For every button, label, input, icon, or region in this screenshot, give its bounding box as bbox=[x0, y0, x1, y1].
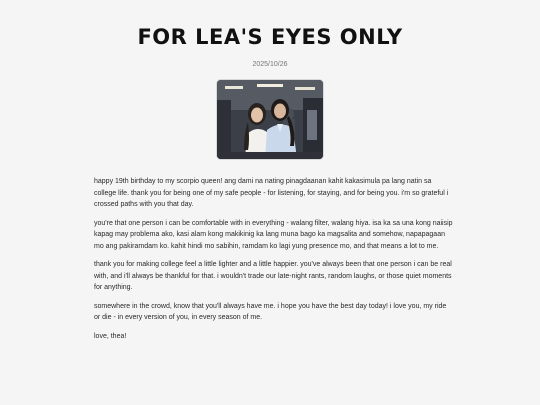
letter-paragraph: happy 19th birthday to my scorpio queen! ang dami na nating pinagdaanan kahit kakasimula pa lang natin sa college life. thank you for being one of my safe people - for listening, for staying, and for being you. i'm so grateful i crossed paths with you that day. bbox=[94, 178, 449, 208]
letter-date: 2025/10/26 bbox=[252, 61, 288, 68]
letter-paragraph: you're that one person i can be comfortable with in everything - walang filter, walang hiya. isa ka sa una kong naiisip kapag may problema ako, kasi alam kong makikinig ka lang muna bago ka magsalita and somehow, napapagaan mo ang pakiramdam ko. kahit hindi mo sabihin, ramdam ko lagi yung presence mo, and that means a lot to me. bbox=[94, 219, 453, 250]
page-title: FOR LEA'S EYES ONLY bbox=[137, 25, 403, 49]
letter-paragraph: thank you for making college feel a little lighter and a little happier. you've always been that one person i can be real with, and i'll always be thankful for that. i wouldn't trade our late-night rants, random laughs, or those quiet moments for anything. bbox=[94, 261, 452, 291]
friends-photo bbox=[217, 80, 323, 159]
letter-body bbox=[94, 176, 454, 349]
photo-illustration bbox=[217, 80, 323, 159]
letter-paragraph: somewhere in the crowd, know that you'll always have me. i hope you have the best day today! i love you, my ride or die - in every version of you, in every season of me. bbox=[94, 302, 447, 321]
letter-signoff: love, thea! bbox=[94, 332, 127, 340]
